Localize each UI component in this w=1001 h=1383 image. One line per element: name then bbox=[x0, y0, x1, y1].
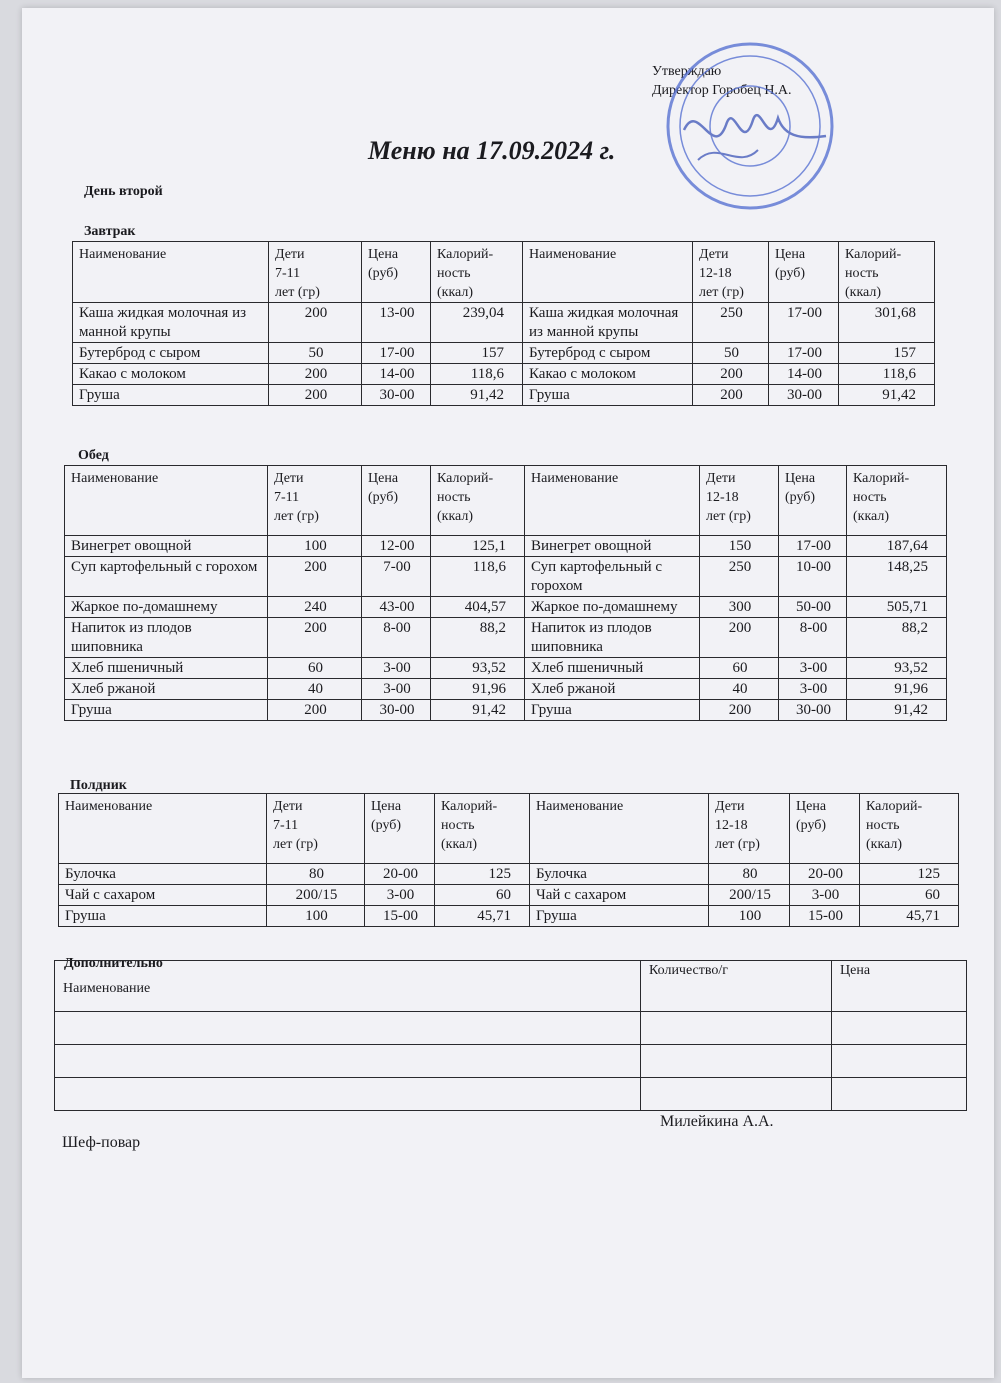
portion-grams: 200/15 bbox=[709, 885, 790, 906]
price: 30-00 bbox=[769, 385, 839, 406]
extra-col-name: Наименование bbox=[55, 961, 641, 1012]
dish-name: Суп картофельный с горохом bbox=[525, 557, 700, 597]
header-line: ность bbox=[441, 818, 475, 833]
table-row bbox=[73, 303, 935, 343]
calories: 93,52 bbox=[847, 658, 947, 679]
portion-grams: 200 bbox=[268, 557, 362, 597]
portion-grams: 250 bbox=[693, 303, 769, 343]
calories: 45,71 bbox=[435, 906, 530, 927]
extra-col-qty: Количество/г bbox=[641, 961, 832, 1012]
price: 20-00 bbox=[790, 864, 860, 885]
portion-grams: 200 bbox=[693, 364, 769, 385]
table-header-col-kcal bbox=[839, 242, 935, 303]
table-row bbox=[65, 536, 947, 557]
table-header-row bbox=[73, 242, 935, 303]
calories: 157 bbox=[431, 343, 523, 364]
table-header-col-name: Наименование bbox=[73, 242, 269, 303]
price: 3-00 bbox=[779, 658, 847, 679]
header-line: Цена bbox=[775, 247, 806, 262]
portion-grams: 60 bbox=[268, 658, 362, 679]
price: 3-00 bbox=[365, 885, 435, 906]
calories: 93,52 bbox=[431, 658, 525, 679]
table-header-col-age-old bbox=[700, 466, 779, 536]
table-header-col-age-young bbox=[269, 242, 362, 303]
header-line: лет (гр) bbox=[273, 837, 318, 852]
portion-grams: 80 bbox=[267, 864, 365, 885]
price: 3-00 bbox=[362, 658, 431, 679]
header-line: (руб) bbox=[785, 490, 816, 505]
dish-name: Жаркое по-домашнему bbox=[65, 597, 268, 618]
portion-grams: 200 bbox=[693, 385, 769, 406]
header-line: ность bbox=[866, 818, 900, 833]
portion-grams: 200 bbox=[268, 700, 362, 721]
header-line: лет (гр) bbox=[275, 285, 320, 300]
table-row bbox=[59, 906, 959, 927]
header-line: Калорий- bbox=[853, 471, 910, 486]
header-line: Дети bbox=[273, 799, 303, 814]
dish-name: Винегрет овощной bbox=[65, 536, 268, 557]
table-header-col-name: Наименование bbox=[59, 794, 267, 864]
portion-grams: 200 bbox=[269, 303, 362, 343]
header-line: 12-18 bbox=[699, 266, 732, 281]
price: 43-00 bbox=[362, 597, 431, 618]
price: 8-00 bbox=[779, 618, 847, 658]
table-row bbox=[59, 885, 959, 906]
table-row bbox=[65, 597, 947, 618]
table-header-col-price bbox=[362, 466, 431, 536]
header-line: (руб) bbox=[368, 266, 399, 281]
header-line: Дети bbox=[699, 247, 729, 262]
dish-name: Груша bbox=[523, 385, 693, 406]
calories: 301,68 bbox=[839, 303, 935, 343]
calories: 91,42 bbox=[839, 385, 935, 406]
calories: 187,64 bbox=[847, 536, 947, 557]
price: 20-00 bbox=[365, 864, 435, 885]
dish-name: Винегрет овощной bbox=[525, 536, 700, 557]
header-line: (ккал) bbox=[437, 285, 474, 300]
table-row bbox=[65, 679, 947, 700]
header-line: Цена bbox=[796, 799, 827, 814]
table-header-col-age-old bbox=[693, 242, 769, 303]
table-row bbox=[73, 364, 935, 385]
table-header-col-price bbox=[769, 242, 839, 303]
page-title: Меню на 17.09.2024 г. bbox=[368, 136, 616, 165]
header-line: Калорий- bbox=[845, 247, 902, 262]
dish-name: Груша bbox=[65, 700, 268, 721]
table-header-col-kcal bbox=[431, 242, 523, 303]
dish-name: Напиток из плодов шиповника bbox=[65, 618, 268, 658]
table-header-col-age-young bbox=[268, 466, 362, 536]
dish-name: Груша bbox=[59, 906, 267, 927]
dish-name: Чай с сахаром bbox=[530, 885, 709, 906]
dish-name: Груша bbox=[73, 385, 269, 406]
price: 3-00 bbox=[779, 679, 847, 700]
table-row bbox=[65, 618, 947, 658]
section-title-snack: Полдник bbox=[70, 778, 127, 793]
price: 50-00 bbox=[779, 597, 847, 618]
calories: 91,96 bbox=[847, 679, 947, 700]
day-label: День второй bbox=[84, 184, 163, 199]
header-line: ность bbox=[845, 266, 879, 281]
price: 15-00 bbox=[790, 906, 860, 927]
dish-name: Хлеб пшеничный bbox=[65, 658, 268, 679]
calories: 91,42 bbox=[431, 385, 523, 406]
approval-text: Утверждаю bbox=[652, 64, 722, 79]
header-line: (ккал) bbox=[441, 837, 478, 852]
snack-table bbox=[58, 793, 959, 927]
header-line: лет (гр) bbox=[715, 837, 760, 852]
table-header-col-name: Наименование bbox=[525, 466, 700, 536]
dish-name: Какао с молоком bbox=[73, 364, 269, 385]
portion-grams: 200/15 bbox=[267, 885, 365, 906]
price: 30-00 bbox=[779, 700, 847, 721]
header-line: ность bbox=[437, 266, 471, 281]
portion-grams: 200 bbox=[268, 618, 362, 658]
calories: 60 bbox=[860, 885, 959, 906]
header-line: Дети bbox=[706, 471, 736, 486]
dish-name: Каша жидкая молочная из манной крупы bbox=[73, 303, 269, 343]
price: 12-00 bbox=[362, 536, 431, 557]
dish-name: Бутерброд с сыром bbox=[73, 343, 269, 364]
price: 30-00 bbox=[362, 385, 431, 406]
table-row bbox=[59, 864, 959, 885]
header-line: (руб) bbox=[775, 266, 806, 281]
header-line: 12-18 bbox=[715, 818, 748, 833]
calories: 91,42 bbox=[431, 700, 525, 721]
header-line: Цена bbox=[785, 471, 816, 486]
price: 17-00 bbox=[769, 303, 839, 343]
header-line: Цена bbox=[371, 799, 402, 814]
dish-name: Какао с молоком bbox=[523, 364, 693, 385]
calories: 45,71 bbox=[860, 906, 959, 927]
table-header-col-name: Наименование bbox=[65, 466, 268, 536]
table-row bbox=[65, 658, 947, 679]
header-line: Цена bbox=[368, 471, 399, 486]
extra-empty-row bbox=[55, 1078, 967, 1111]
calories: 505,71 bbox=[847, 597, 947, 618]
director-name: Директор Горобец Н.А. bbox=[652, 83, 792, 98]
portion-grams: 50 bbox=[269, 343, 362, 364]
header-line: Калорий- bbox=[437, 471, 494, 486]
price: 7-00 bbox=[362, 557, 431, 597]
chef-role: Шеф-повар bbox=[62, 1134, 141, 1151]
calories: 91,96 bbox=[431, 679, 525, 700]
extra-col-price: Цена bbox=[832, 961, 967, 1012]
header-line: (руб) bbox=[796, 818, 827, 833]
table-header-row bbox=[59, 794, 959, 864]
calories: 118,6 bbox=[431, 364, 523, 385]
header-line: (ккал) bbox=[853, 509, 890, 524]
table-header-col-price bbox=[779, 466, 847, 536]
header-line: Калорий- bbox=[866, 799, 923, 814]
table-header-col-kcal bbox=[847, 466, 947, 536]
price: 3-00 bbox=[362, 679, 431, 700]
header-line: (руб) bbox=[368, 490, 399, 505]
table-header-col-age-old bbox=[709, 794, 790, 864]
dish-name: Груша bbox=[525, 700, 700, 721]
header-line: Цена bbox=[368, 247, 399, 262]
header-line: Дети bbox=[715, 799, 745, 814]
calories: 60 bbox=[435, 885, 530, 906]
portion-grams: 50 bbox=[693, 343, 769, 364]
section-title-extra: Дополнительно bbox=[64, 956, 163, 971]
header-line: Дети bbox=[275, 247, 305, 262]
portion-grams: 200 bbox=[269, 385, 362, 406]
dish-name: Булочка bbox=[530, 864, 709, 885]
header-line: (ккал) bbox=[866, 837, 903, 852]
chef-name: Милейкина А.А. bbox=[660, 1113, 774, 1130]
portion-grams: 40 bbox=[700, 679, 779, 700]
header-line: (ккал) bbox=[437, 509, 474, 524]
calories: 118,6 bbox=[431, 557, 525, 597]
calories: 404,57 bbox=[431, 597, 525, 618]
price: 13-00 bbox=[362, 303, 431, 343]
lunch-table bbox=[64, 465, 947, 721]
calories: 125,1 bbox=[431, 536, 525, 557]
price: 17-00 bbox=[769, 343, 839, 364]
calories: 118,6 bbox=[839, 364, 935, 385]
price: 15-00 bbox=[365, 906, 435, 927]
calories: 88,2 bbox=[847, 618, 947, 658]
portion-grams: 200 bbox=[700, 618, 779, 658]
table-header-col-kcal bbox=[431, 466, 525, 536]
header-line: лет (гр) bbox=[699, 285, 744, 300]
header-line: 7-11 bbox=[275, 266, 301, 281]
header-line: ность bbox=[437, 490, 471, 505]
approval-block bbox=[652, 62, 792, 100]
price: 17-00 bbox=[779, 536, 847, 557]
header-line: 7-11 bbox=[274, 490, 300, 505]
table-row bbox=[65, 700, 947, 721]
table-header-col-age-young bbox=[267, 794, 365, 864]
calories: 125 bbox=[860, 864, 959, 885]
dish-name: Бутерброд с сыром bbox=[523, 343, 693, 364]
portion-grams: 60 bbox=[700, 658, 779, 679]
extra-empty-row bbox=[55, 1045, 967, 1078]
extra-empty-row bbox=[55, 1012, 967, 1045]
calories: 88,2 bbox=[431, 618, 525, 658]
extra-table bbox=[54, 960, 967, 1111]
header-line: Калорий- bbox=[441, 799, 498, 814]
calories: 125 bbox=[435, 864, 530, 885]
portion-grams: 200 bbox=[700, 700, 779, 721]
portion-grams: 100 bbox=[709, 906, 790, 927]
header-line: лет (гр) bbox=[706, 509, 751, 524]
price: 14-00 bbox=[769, 364, 839, 385]
portion-grams: 80 bbox=[709, 864, 790, 885]
table-header-col-price bbox=[362, 242, 431, 303]
table-row bbox=[73, 385, 935, 406]
table-header-col-kcal bbox=[435, 794, 530, 864]
portion-grams: 300 bbox=[700, 597, 779, 618]
header-line: Дети bbox=[274, 471, 304, 486]
section-title-breakfast: Завтрак bbox=[84, 224, 136, 239]
table-row bbox=[65, 557, 947, 597]
price: 8-00 bbox=[362, 618, 431, 658]
header-line: лет (гр) bbox=[274, 509, 319, 524]
section-title-lunch: Обед bbox=[78, 448, 109, 463]
table-row bbox=[73, 343, 935, 364]
header-line: 12-18 bbox=[706, 490, 739, 505]
portion-grams: 250 bbox=[700, 557, 779, 597]
dish-name: Груша bbox=[530, 906, 709, 927]
dish-name: Хлеб ржаной bbox=[525, 679, 700, 700]
calories: 91,42 bbox=[847, 700, 947, 721]
portion-grams: 100 bbox=[268, 536, 362, 557]
breakfast-table bbox=[72, 241, 935, 406]
dish-name: Напиток из плодов шиповника bbox=[525, 618, 700, 658]
portion-grams: 150 bbox=[700, 536, 779, 557]
price: 17-00 bbox=[362, 343, 431, 364]
calories: 239,04 bbox=[431, 303, 523, 343]
table-header-col-kcal bbox=[860, 794, 959, 864]
dish-name: Каша жидкая молочная из манной крупы bbox=[523, 303, 693, 343]
table-header-col-price bbox=[790, 794, 860, 864]
table-header-col-name: Наименование bbox=[530, 794, 709, 864]
portion-grams: 40 bbox=[268, 679, 362, 700]
dish-name: Хлеб пшеничный bbox=[525, 658, 700, 679]
dish-name: Суп картофельный с горохом bbox=[65, 557, 268, 597]
portion-grams: 200 bbox=[269, 364, 362, 385]
dish-name: Чай с сахаром bbox=[59, 885, 267, 906]
header-line: (ккал) bbox=[845, 285, 882, 300]
header-line: Калорий- bbox=[437, 247, 494, 262]
dish-name: Хлеб ржаной bbox=[65, 679, 268, 700]
header-line: 7-11 bbox=[273, 818, 299, 833]
price: 14-00 bbox=[362, 364, 431, 385]
table-header-col-price bbox=[365, 794, 435, 864]
table-header-col-name: Наименование bbox=[523, 242, 693, 303]
portion-grams: 240 bbox=[268, 597, 362, 618]
calories: 148,25 bbox=[847, 557, 947, 597]
price: 10-00 bbox=[779, 557, 847, 597]
header-line: ность bbox=[853, 490, 887, 505]
dish-name: Жаркое по-домашнему bbox=[525, 597, 700, 618]
calories: 157 bbox=[839, 343, 935, 364]
price: 30-00 bbox=[362, 700, 431, 721]
portion-grams: 100 bbox=[267, 906, 365, 927]
table-header-row bbox=[65, 466, 947, 536]
dish-name: Булочка bbox=[59, 864, 267, 885]
header-line: (руб) bbox=[371, 818, 402, 833]
price: 3-00 bbox=[790, 885, 860, 906]
